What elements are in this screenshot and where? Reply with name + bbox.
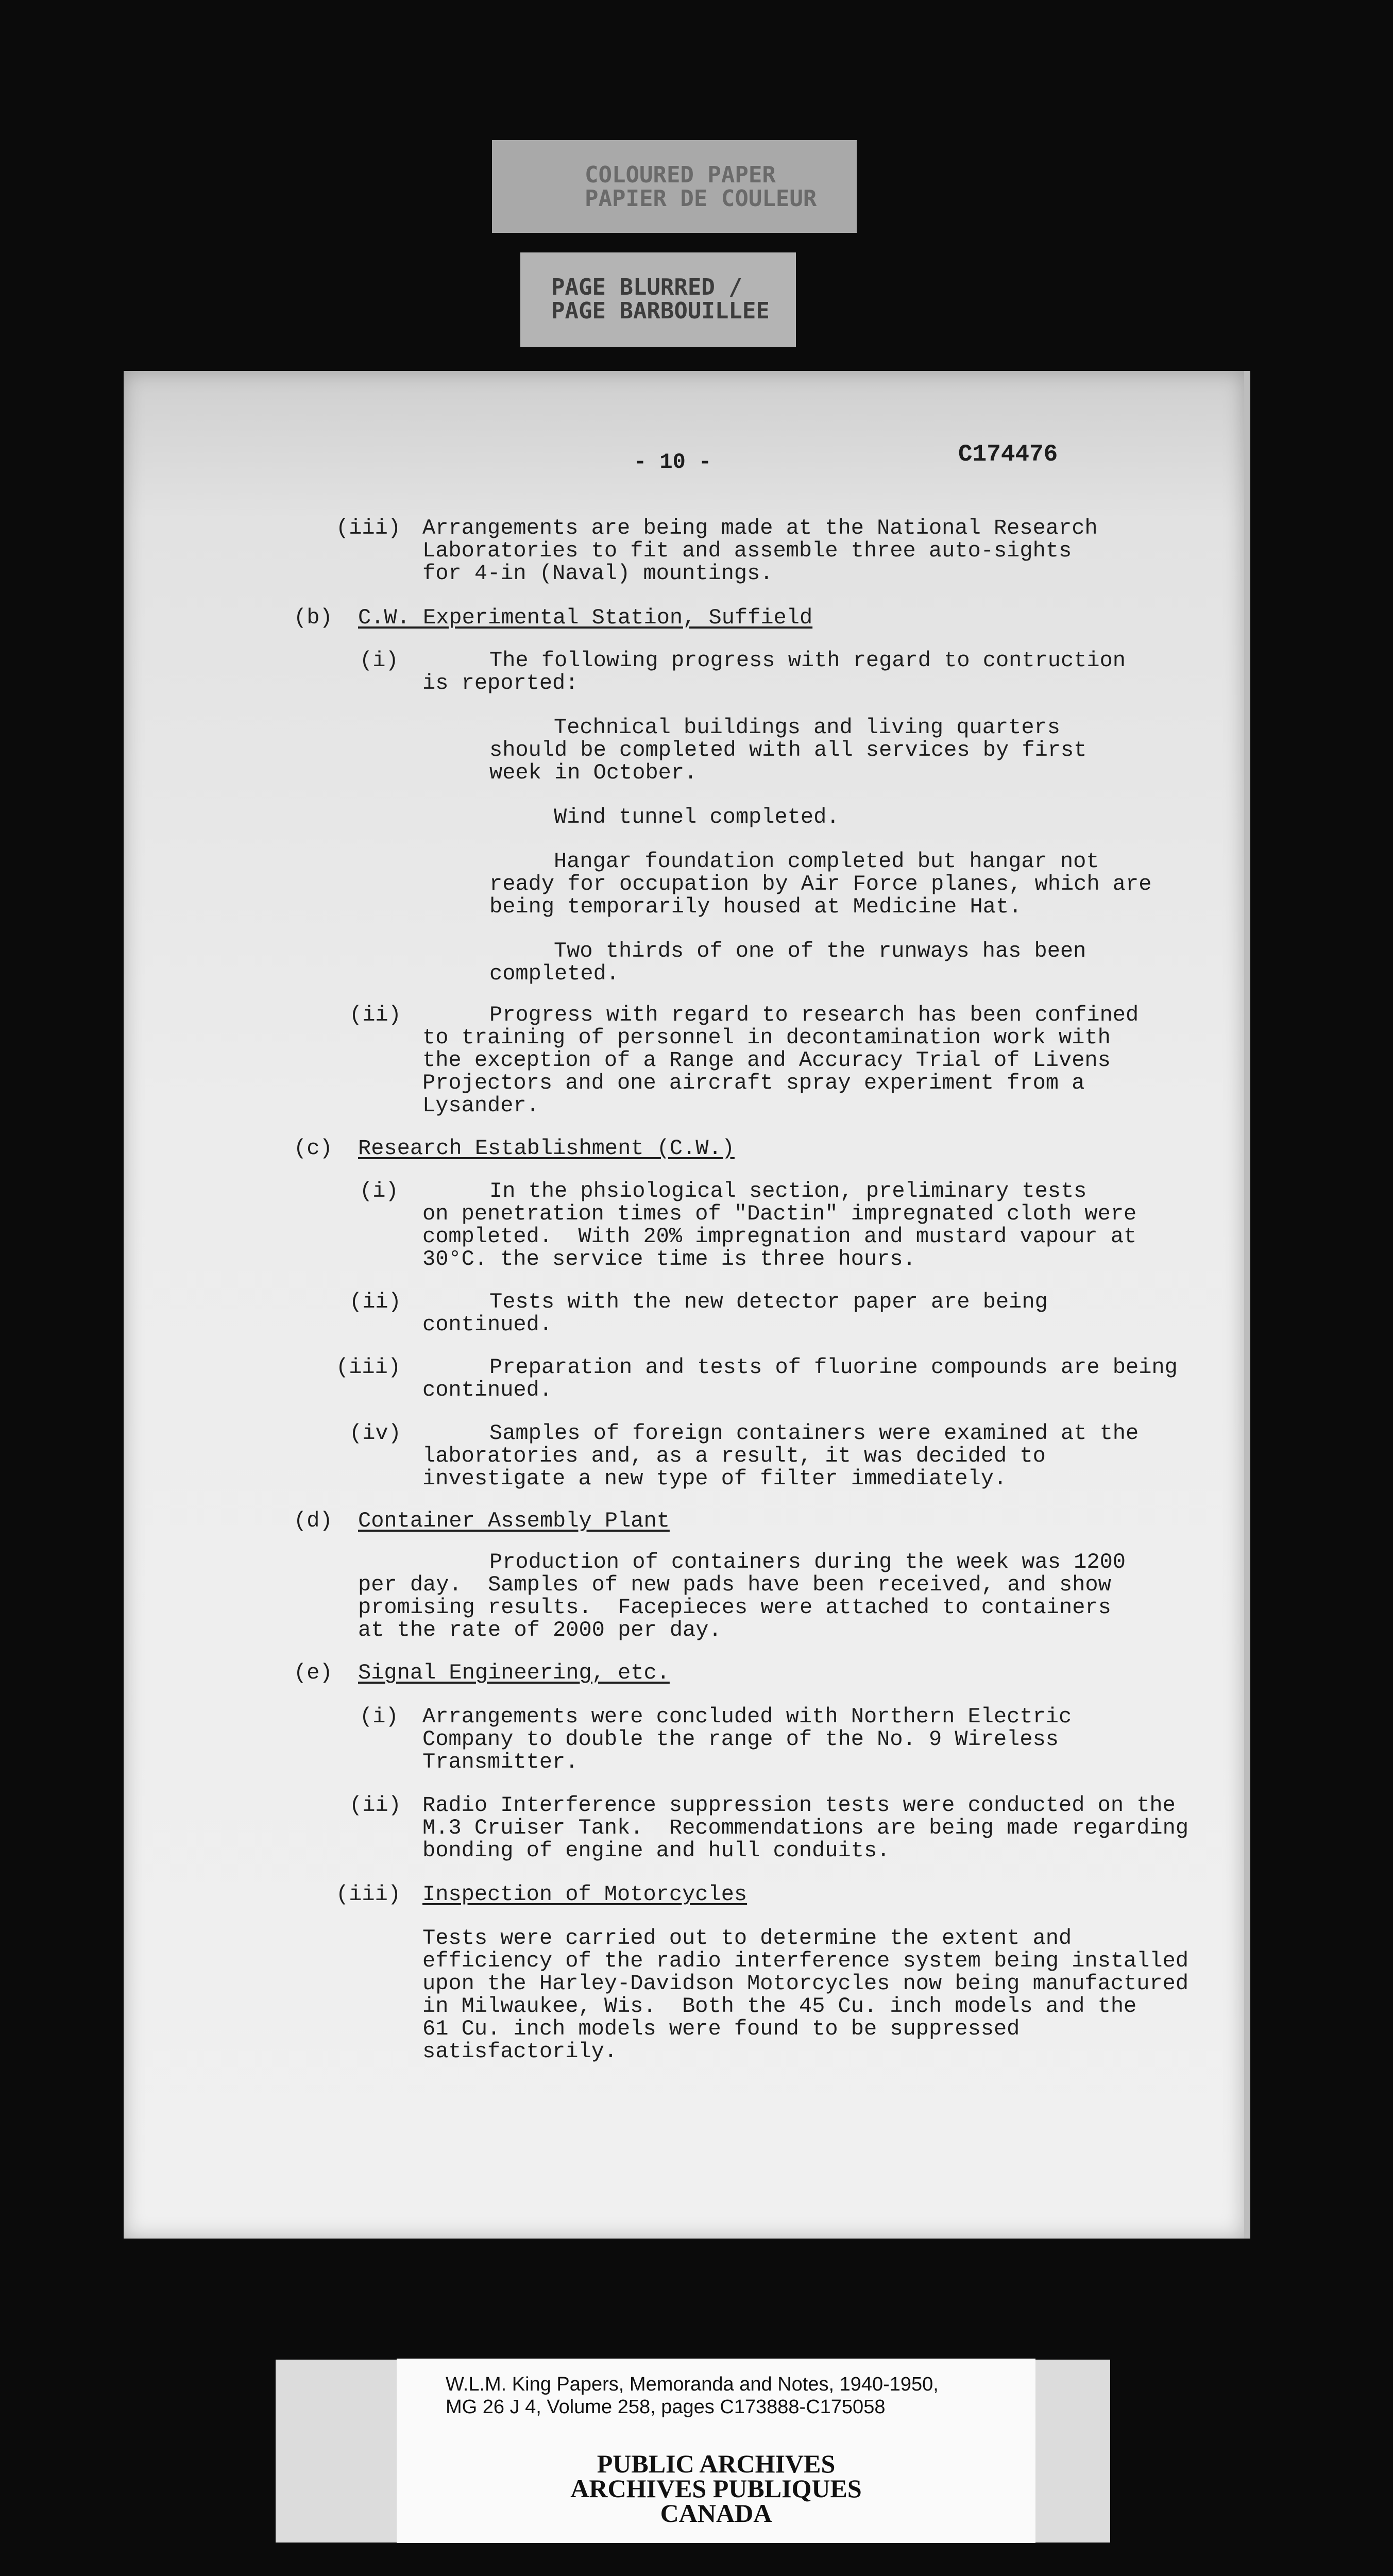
item-label: (iii) bbox=[336, 1355, 401, 1380]
body-line: to training of personnel in decontamination work with bbox=[422, 1025, 1111, 1050]
item-label: (iii) bbox=[336, 1882, 401, 1907]
body-line: Company to double the range of the No. 9 Wireless bbox=[422, 1727, 1059, 1752]
body-line: Arrangements are being made at the National Research bbox=[422, 516, 1098, 540]
item-label: (ii) bbox=[349, 1793, 401, 1818]
section-heading: C.W. Experimental Station, Suffield bbox=[358, 605, 813, 630]
body-line: Two thirds of one of the runways has been bbox=[554, 939, 1086, 963]
page-number: - 10 - bbox=[634, 450, 712, 474]
body-line: continued. bbox=[422, 1312, 553, 1337]
item-label: (iii) bbox=[336, 516, 401, 540]
section-heading: Container Assembly Plant bbox=[358, 1509, 670, 1533]
body-line: week in October. bbox=[489, 760, 698, 785]
item-label: (ii) bbox=[349, 1003, 401, 1027]
item-label: (i) bbox=[360, 1704, 399, 1729]
item-label: (i) bbox=[360, 648, 399, 673]
body-line: being temporarily housed at Medicine Hat. bbox=[489, 894, 1022, 919]
archive-label bbox=[397, 2359, 1035, 2543]
body-line: laboratories and, as a result, it was decided to bbox=[422, 1444, 1046, 1468]
item-label: (c) bbox=[294, 1136, 333, 1161]
document-page bbox=[124, 371, 1250, 2239]
coloured-paper-fr: PAPIER DE COULEUR bbox=[585, 185, 817, 212]
body-line: promising results. Facepieces were attached to containers bbox=[358, 1595, 1111, 1620]
coloured-paper-en: COLOURED PAPER bbox=[585, 162, 776, 188]
coloured-paper-label bbox=[492, 140, 857, 233]
body-line: Projectors and one aircraft spray experiment from a bbox=[422, 1071, 1085, 1095]
body-line: 61 Cu. inch models were found to be suppressed bbox=[422, 2016, 1020, 2041]
item-label: (ii) bbox=[349, 1290, 401, 1314]
body-line: Lysander. bbox=[422, 1093, 539, 1118]
archives-stamp-line-1: PUBLIC ARCHIVES bbox=[597, 2449, 836, 2478]
citation-line-1: W.L.M. King Papers, Memoranda and Notes, 1940-1950, bbox=[446, 2374, 939, 2395]
body-line: continued. bbox=[422, 1378, 553, 1402]
body-line: Tests with the new detector paper are being bbox=[489, 1290, 1048, 1314]
item-label: (d) bbox=[294, 1509, 333, 1533]
item-label: (b) bbox=[294, 605, 333, 630]
body-line: investigate a new type of filter immediately. bbox=[422, 1466, 1007, 1491]
document-id: C174476 bbox=[958, 441, 1058, 468]
body-line: on penetration times of "Dactin" impregnated cloth were bbox=[422, 1201, 1137, 1226]
body-line: ready for occupation by Air Force planes, which are bbox=[489, 872, 1152, 896]
section-heading: Inspection of Motorcycles bbox=[422, 1882, 748, 1907]
body-line: the exception of a Range and Accuracy Trial of Livens bbox=[422, 1048, 1111, 1073]
body-line: completed. bbox=[489, 961, 620, 986]
body-line: Technical buildings and living quarters bbox=[554, 715, 1060, 740]
body-line: In the phsiological section, preliminary tests bbox=[489, 1179, 1087, 1204]
body-line: completed. With 20% impregnation and mustard vapour at bbox=[422, 1224, 1137, 1249]
body-line: is reported: bbox=[422, 671, 579, 696]
body-line: Preparation and tests of fluorine compounds are being bbox=[489, 1355, 1178, 1380]
section-heading: Research Establishment (C.W.) bbox=[358, 1136, 735, 1161]
body-line: for 4-in (Naval) mountings. bbox=[422, 561, 773, 586]
section-heading: Signal Engineering, etc. bbox=[358, 1660, 670, 1685]
body-line: in Milwaukee, Wis. Both the 45 Cu. inch models and the bbox=[422, 1994, 1137, 2019]
body-line: M.3 Cruiser Tank. Recommendations are being made regarding bbox=[422, 1816, 1189, 1840]
body-line: at the rate of 2000 per day. bbox=[358, 1618, 722, 1642]
body-line: per day. Samples of new pads have been received, and show bbox=[358, 1572, 1111, 1597]
item-label: (i) bbox=[360, 1179, 399, 1204]
body-line: Progress with regard to research has been confined bbox=[489, 1003, 1139, 1027]
body-line: The following progress with regard to contruction bbox=[489, 648, 1126, 673]
body-line: Tests were carried out to determine the extent and bbox=[422, 1926, 1072, 1951]
page-blurred-label bbox=[520, 252, 796, 347]
body-line: Samples of foreign containers were examined at the bbox=[489, 1421, 1139, 1446]
body-line: Production of containers during the week was 1200 bbox=[489, 1550, 1126, 1574]
body-line: satisfactorily. bbox=[422, 2039, 618, 2064]
body-line: Transmitter. bbox=[422, 1750, 579, 1774]
body-line: Arrangements were concluded with Northern Electric bbox=[422, 1704, 1072, 1729]
item-label: (e) bbox=[294, 1660, 333, 1685]
body-line: Wind tunnel completed. bbox=[554, 805, 840, 829]
body-line: bonding of engine and hull conduits. bbox=[422, 1838, 890, 1863]
body-line: Radio Interference suppression tests were conducted on the bbox=[422, 1793, 1176, 1818]
citation-line-2: MG 26 J 4, Volume 258, pages C173888-C175058 bbox=[446, 2396, 886, 2418]
page-blurred-fr: PAGE BARBOUILLEE bbox=[551, 298, 770, 324]
body-line: efficiency of the radio interference system being installed bbox=[422, 1948, 1189, 1973]
body-line: Laboratories to fit and assemble three auto-sights bbox=[422, 538, 1072, 563]
item-label: (iv) bbox=[349, 1421, 401, 1446]
body-line: should be completed with all services by first bbox=[489, 738, 1087, 762]
body-line: Hangar foundation completed but hangar not bbox=[554, 849, 1099, 874]
body-line: 30°C. the service time is three hours. bbox=[422, 1247, 916, 1272]
body-line: upon the Harley-Davidson Motorcycles now being manufactured bbox=[422, 1971, 1189, 1996]
archives-stamp-line-3: CANADA bbox=[660, 2499, 772, 2528]
page-blurred-en: PAGE BLURRED / bbox=[551, 274, 742, 300]
archives-stamp-line-2: ARCHIVES PUBLIQUES bbox=[570, 2474, 862, 2503]
